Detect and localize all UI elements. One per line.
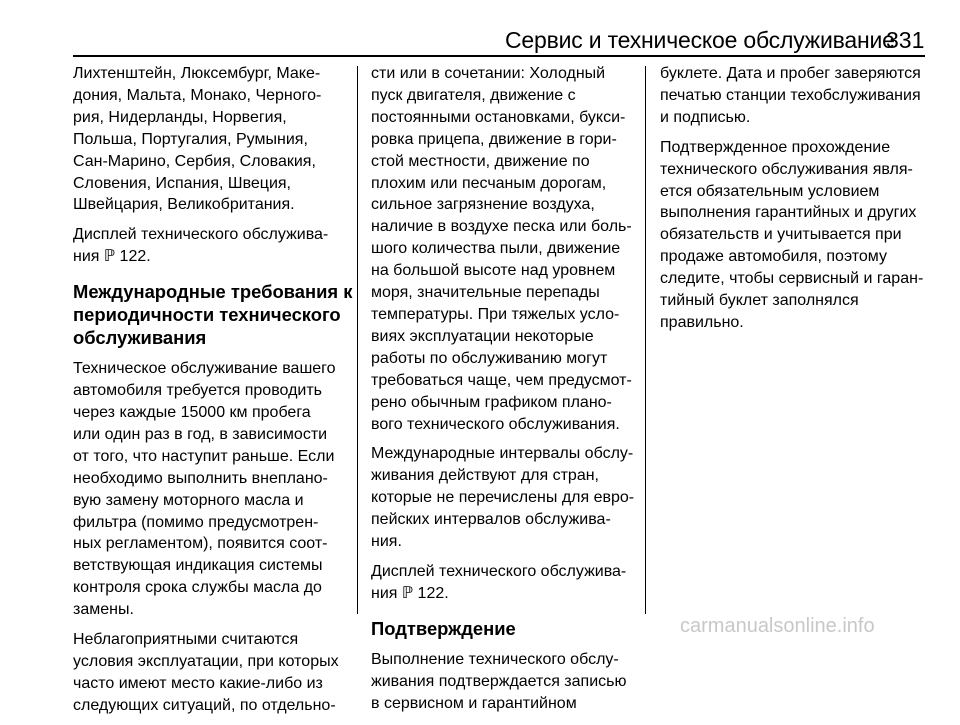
text-line: виях эксплуатации некоторые [371,327,594,345]
text-line: Международные требования к [73,281,353,303]
paragraph [73,358,353,621]
paragraph [660,63,928,129]
text-line: технического обслуживания явля- [660,160,913,178]
text-line: Техническое обслуживание вашего [73,360,336,378]
text-line: замены. [73,601,134,619]
paragraph [660,137,928,334]
text-line: Словения, Испания, Швеция, [73,174,291,192]
paragraph [371,561,639,605]
text-line: правильно. [660,313,744,331]
text-line: плохим или песчаным дорогам, [371,174,607,192]
text-line: автомобиля требуется проводить [73,382,323,400]
text-line: Неблагоприятными считаются [73,631,299,649]
text-line: Дисплей технического обслужива- [73,226,329,244]
text-line: Дисплей технического обслужива- [371,562,627,580]
text-line: периодичности технического [73,304,341,326]
text-line: живания подтверждается записью [371,672,627,690]
text-line: Лихтенштейн, Люксембург, Маке- [73,65,321,82]
paragraph [371,649,639,715]
text-line: вого технического обслуживания. [371,415,620,433]
text-line: условия эксплуатации, при которых [73,652,339,670]
header-rule [73,55,925,57]
paragraph [371,443,639,553]
text-line: тийный буклет заполнялся [660,292,859,310]
paragraph [371,63,639,435]
text-line: Сан-Марино, Сербия, Словакия, [73,152,316,170]
text-line: ветствующая индикация системы [73,557,323,575]
paragraph [73,224,353,268]
paragraph [73,63,353,216]
text-line: ния. [371,533,402,551]
text-line: рия, Нидерланды, Норвегия, [73,108,287,126]
text-line: часто имеют место какие-либо из [73,674,323,692]
text-line: Выполнение технического обслу- [371,650,619,668]
text-line: обслуживания [73,327,207,349]
text-line: шого количества пыли, движение [371,240,621,258]
text-line: которые не перечислены для евро- [371,489,635,507]
section-heading [371,617,639,640]
text-line: температуры. При тяжелых усло- [371,305,620,323]
page-title: Сервис и техническое обслуживание [505,27,895,53]
text-line: наличие в воздухе песка или боль- [371,218,632,236]
column-2 [371,63,639,722]
page-number: 331 [886,27,925,53]
text-line: в сервисном и гарантийном [371,694,577,712]
text-line: моря, значительные перепады [371,284,600,302]
text-line: требоваться чаще, чем предусмот- [371,371,632,389]
text-line: постоянными остановками, букси- [371,108,626,126]
text-line: контроля срока службы масла до [73,579,322,597]
text-line: Международные интервалы обслу- [371,445,634,463]
text-line: ния ℙ 122. [73,248,151,266]
text-line: от того, что наступит раньше. Если [73,447,335,465]
text-line: выполнения гарантийных и других [660,204,917,222]
text-line: работы по обслуживанию могут [371,349,608,367]
text-line: на большой высоте над уровнем [371,262,616,280]
text-line: вую замену моторного масла и [73,491,304,509]
text-line: обязательств и учитывается при [660,226,902,244]
text-line: ется обязательным условием [660,182,880,200]
text-line: следите, чтобы сервисный и гаран- [660,270,924,288]
text-line: печатью станции техобслуживания [660,86,921,104]
text-line: стой местности, движение по [371,152,590,170]
section-heading [73,280,353,349]
column-1 [73,63,353,725]
text-line: или один раз в год, в зависимости [73,425,328,443]
watermark: carmanualsonline.info [680,615,875,637]
text-line: пуск двигателя, движение с [371,86,576,104]
text-line: Польша, Португалия, Румыния, [73,130,308,148]
text-line: ных регламентом), появится соот- [73,535,328,553]
text-line: следующих ситуаций, по отдельно- [73,696,336,714]
text-line: Подтверждение [371,617,516,639]
text-line: фильтра (помимо предусмотрен- [73,513,319,531]
column-divider [357,66,358,614]
text-line: и подписью. [660,108,751,126]
text-line: дония, Мальта, Монако, Черного- [73,86,322,104]
column-3 [660,63,928,342]
text-line: буклете. Дата и пробег заверяются [660,65,921,82]
text-line: ния ℙ 122. [371,584,449,602]
text-line: живания действуют для стран, [371,467,599,485]
text-line: необходимо выполнить внеплано- [73,469,328,487]
text-line: продаже автомобиля, поэтому [660,248,887,266]
text-line: сильное загрязнение воздуха, [371,196,595,214]
text-line: пейских интервалов обслужива- [371,511,611,529]
paragraph [73,629,353,717]
text-line: через каждые 15000 км пробега [73,403,311,421]
text-line: ровка прицепа, движение в гори- [371,130,617,148]
text-line: Швейцария, Великобритания. [73,196,295,214]
text-line: рено обычным графиком плано- [371,393,612,411]
column-divider [645,66,646,614]
text-line: сти или в сочетании: Холодный [371,65,606,82]
text-line: Подтвержденное прохождение [660,138,891,156]
